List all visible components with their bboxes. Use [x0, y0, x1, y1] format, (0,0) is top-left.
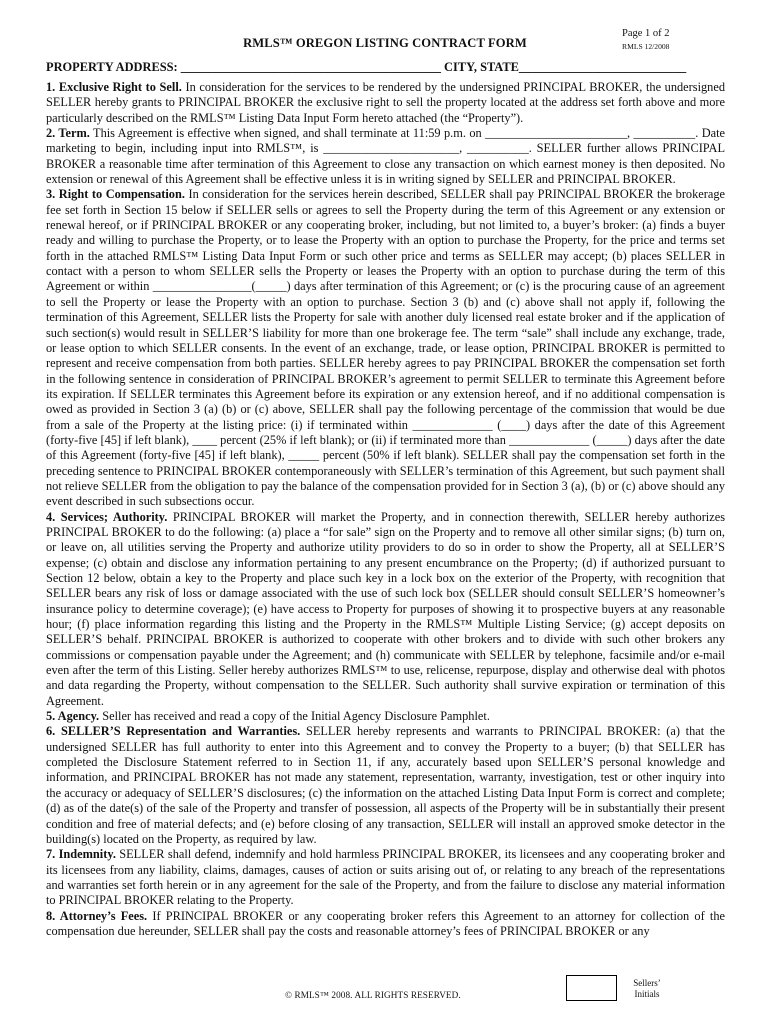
section-2: [46, 126, 725, 187]
section-heading: 7. Indemnity.: [46, 847, 116, 862]
sellers-initials-label: [622, 978, 672, 1000]
copyright-notice: © RMLS™ 2008. ALL RIGHTS RESERVED.: [285, 990, 461, 1000]
section-heading: 2. Term.: [46, 126, 90, 141]
section-text: In consideration for the services herein described, SELLER shall pay PRINCIPAL BROKER the brokerage fee set forth in Section 15 below if SELLER sells or agrees to sell the Property during the term of this Agreement or any extension or renewal hereof, or if PRINCIPAL BROKER or any cooperating broker, including, but not limited to, a buyer’s broker: (a) finds a buyer ready and willing to purchase the Property, or to lease the Property with an option to purchase the Property, for the price and terms set forth in the attached RMLS™ Listing Data Input Form or such other price and terms as SELLER may accept; (b) places SELLER in contact with a person to whom SELLER sells the Property or leases the Property with an option to purchase during the term of this Agreement or within ________________(_____) days after termination of this Agreement; or (c) is the procuring cause of an agreement to sell the Property or lease the Property with an option to purchase. Section 3 (b) and (c) above shall not apply if, following the termination of this Agreement, SELLER lists the Property for sale with another duly licensed real estate broker and if the application of such section(s) would result in SELLER’S liability for more than one brokerage fee. The term “sale” shall include any exchange, trade, or lease option to which SELLER consents. In the event of an exchange, trade, or lease option, PRINCIPAL BROKER is permitted to represent and receive compensation from both parties. SELLER hereby agrees to pay PRINCIPAL BROKER the compensation set forth in the following sentence in consideration of PRINCIPAL BROKER’s agreement to permit SELLER to terminate this Agreement before its expiration. If SELLER terminates this Agreement before its expiration or any extension hereof, and if no additional compensation is owed as provided in Section 3 (a) (b) or (c) above, SELLER shall pay the following percentage of the commission that would be due from a sale of the Property at the listing price: (i) if terminated within _____________ (____) days after the date of this Agreement (forty-five [45] if left blank), ____ percent (25% if left blank); or (ii) if terminated more than _____________ (_____) days after the date of this Agreement (forty-five [45] if left blank), _____ percent (50% if left blank). SELLER shall pay the compensation set forth in the preceding sentence to PRINCIPAL BROKER contemporaneously with SELLER’s termination of this Agreement, but such payment shall not relieve SELLER from the obligation to pay the balance of the compensation provided for in Section 3 (a), (b) or (c) above should any event described in such subsections occur.: [46, 187, 725, 509]
section-heading: 4. Services; Authority.: [46, 509, 168, 524]
section-text: SELLER hereby represents and warrants to PRINCIPAL BROKER: (a) that the undersigned SELLER has full authority to enter into this Agreement and to convey the Property to a buyer; (b) that SELLER has completed the Disclosure Statement referred to in Section 11, if any, accurately based upon SELLER’S personal knowledge and information, and PRINCIPAL BROKER has not made any statement, representation, warranty, investigation, test or other inquiry into the accuracy or adequacy of SELLER’S disclosures; (c) the information on the attached Listing Data Input Form is correct and complete; (d) as of the date(s) of the sale of the Property and transfer of possession, all aspects of the Property will be in substantially their present condition and free of material defects; and (e) before closing of any transaction, SELLER will install an approved smoke detector in the building(s) located on the Property, as required by law.: [46, 724, 725, 846]
page-number: Page 1 of 2: [622, 28, 670, 39]
section-text: SELLER shall defend, indemnify and hold harmless PRINCIPAL BROKER, its licensees and any cooperating broker and its licensees from any liability, claims, damages, causes of action or suits arising out of, or relating to any breach of the representations and warranties set forth herein or in any agreement for the sale of the Property, and from the failure to disclose any material information to PRINCIPAL BROKER relating to the Property.: [46, 847, 725, 908]
section-heading: 1. Exclusive Right to Sell.: [46, 80, 182, 94]
initials-label-line-2: Initials: [634, 989, 660, 999]
section-3: [46, 187, 725, 509]
section-heading: 6. SELLER’S Representation and Warranties.: [46, 724, 301, 739]
section-heading: 3. Right to Compensation.: [46, 187, 185, 202]
form-revision: RMLS 12/2008: [622, 42, 670, 51]
section-text: PRINCIPAL BROKER will market the Property, and in connection therewith, SELLER hereby authorizes PRINCIPAL BROKER to do the following: (a) place a “for sale” sign on the Property and to remove all other similar signs; (b) turn on, or leave on, all utilities serving the Property and authorize utility providers to do so in order to show the Property, all at SELLER’S expense; (c) obtain and disclose any information pertaining to any present encumbrance on the Property; (d) if authorized pursuant to Section 12 below, obtain a key to the Property and place such key in a lock box on the exterior of the Property, with recognition that SELLER bears any risk of loss or damage associated with the use of such lock box (SELLER should consult SELLER’S homeowner’s insurance policy to determine coverage); (e) have access to Property for purposes of showing it to prospective buyers at any reasonable hour; (f) place information regarding this listing and the Property in the RMLS™ Multiple Listing Service; (g) accept deposits on SELLER’S behalf. PRINCIPAL BROKER is authorized to cooperate with other brokers and to divide with such other brokers any commissions or compensation payable under the Agreement; and (h) communicate with SELLER by telephone, facsimile and/or e-mail even after the term of this Listing. Seller hereby authorizes RMLS™ to use, relicense, repurpose, display and otherwise deal with photos and data regarding the Property, without compensation to the SELLER. Such authority shall survive expiration or termination of this Agreement.: [46, 509, 725, 708]
section-heading: 5. Agency.: [46, 709, 100, 724]
section-6: [46, 724, 725, 847]
property-address-line: PROPERTY ADDRESS: __________________________________________ CITY, STATE___________________________: [46, 60, 687, 74]
section-text: This Agreement is effective when signed, and shall terminate at 11:59 p.m. on _______________________, __________. Date marketing to begin, including input into RMLS™, is ______________________, __________. SELLER further allows PRINCIPAL BROKER a reasonable time after termination of this Agreement to close any transaction on which earnest money is then deposited. No extension or renewal of this Agreement shall be effective unless it is in writing signed by SELLER and PRINCIPAL BROKER.: [46, 126, 725, 187]
form-title: RMLS™ OREGON LISTING CONTRACT FORM: [243, 36, 527, 50]
section-1: [46, 80, 725, 126]
sellers-initials-box[interactable]: [566, 975, 617, 1001]
section-text: If PRINCIPAL BROKER or any cooperating broker refers this Agreement to an attorney for collection of the compensation due hereunder, SELLER shall pay the costs and reasonable attorney’s fees of PRINCIPAL BROKER or any: [46, 908, 725, 938]
section-7: [46, 847, 725, 908]
section-heading: 8. Attorney’s Fees.: [46, 908, 148, 923]
section-text: Seller has received and read a copy of the Initial Agency Disclosure Pamphlet.: [99, 709, 490, 724]
section-8: [46, 909, 725, 940]
section-5: [46, 709, 725, 724]
initials-label-line-1: Sellers’: [633, 978, 661, 988]
section-text: In consideration for the services to be rendered by the undersigned PRINCIPAL BROKER, the undersigned SELLER hereby grants to PRINCIPAL BROKER the exclusive right to sell the property located at the address set forth above and more particularly described on the RMLS™ Listing Data Input Form hereto attached (the “Property”).: [46, 80, 725, 125]
contract-body: [46, 80, 725, 939]
section-4: [46, 510, 725, 709]
